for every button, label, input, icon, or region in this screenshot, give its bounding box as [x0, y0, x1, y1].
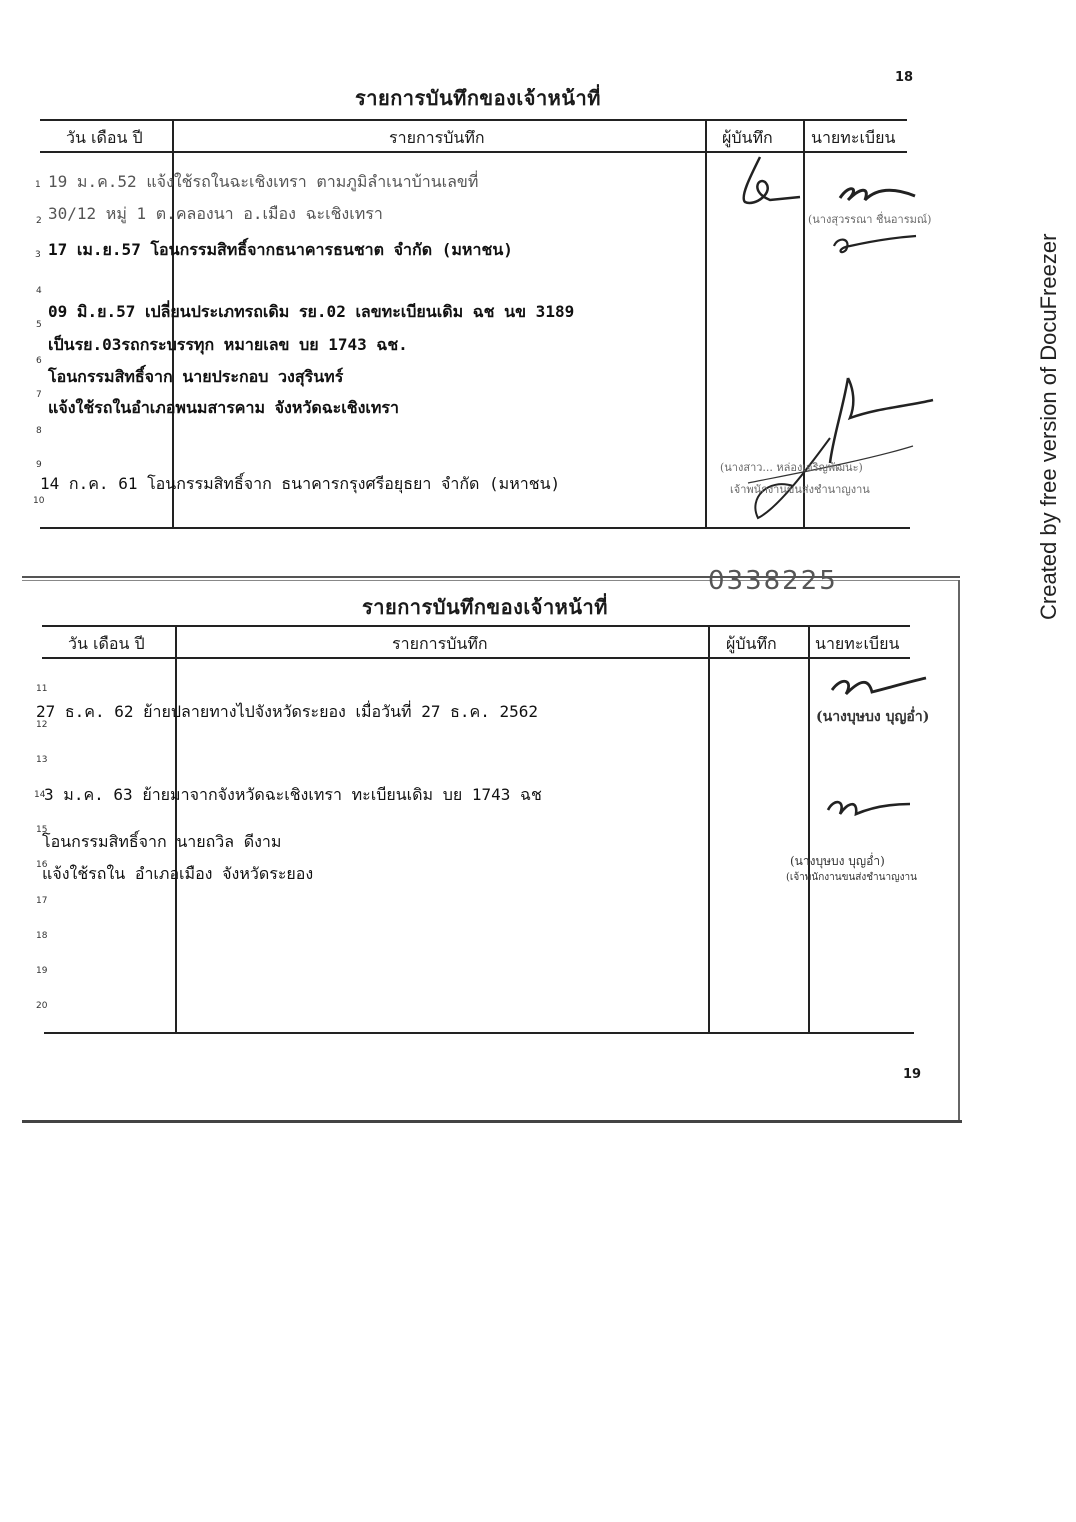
- record-entry: 27 ธ.ค. 62 ย้ายปลายทางไปจังหวัดระยอง เมื่อวันที่ 27 ธ.ค. 2562: [36, 702, 539, 721]
- row-number: 4: [36, 286, 42, 296]
- registrar-stamp: (นางบุษบง บุญอ่ำ): [816, 709, 930, 725]
- row-number: 16: [36, 860, 48, 870]
- record-entry: 09 มิ.ย.57 เปลี่ยนประเภทรถเดิม รย.02 เลขทะเบียนเดิม ฉช นข 3189: [48, 302, 575, 321]
- officer-stamp: (นางสาว... หล่องเจริญพัฒนะ): [720, 461, 863, 474]
- row-number: 17: [36, 896, 48, 906]
- row-number: 1: [35, 180, 41, 190]
- row-number: 5: [36, 320, 42, 330]
- record-entry: แจ้งใช้รถในอำเภอพนมสารคาม จังหวัดฉะเชิงเทรา: [48, 398, 399, 417]
- row-number: 12: [36, 720, 48, 730]
- page2-header-date: วัน เดือน ปี: [68, 634, 145, 653]
- page2-col-divider-2: [708, 625, 710, 1034]
- page2-header-recorder: ผู้บันทึก: [726, 634, 777, 653]
- row-number: 18: [36, 931, 48, 941]
- signature-icon: [828, 672, 928, 706]
- row-number: 3: [35, 250, 41, 260]
- page1-header-date: วัน เดือน ปี: [66, 128, 143, 147]
- signature-icon: [738, 368, 938, 528]
- page1-col-divider-2: [705, 119, 707, 529]
- registrar-stamp: (นางสุวรรณา ชื่นอารมณ์): [808, 213, 932, 226]
- signature-icon: [828, 232, 918, 262]
- officer-stamp: (นางบุษบง บุญอ่ำ): [790, 854, 885, 868]
- page-number-19: 19: [903, 1067, 922, 1082]
- signature-icon: [822, 794, 912, 826]
- officer-position-stamp: (เจ้าพนักงานขนส่งชำนาญงาน: [786, 872, 917, 883]
- record-entry: แจ้งใช้รถใน อำเภอเมือง จังหวัดระยอง: [42, 864, 314, 883]
- page2-header-registrar: นายทะเบียน: [815, 634, 900, 653]
- record-entry: เป็นรย.03รถกระบรรทุก หมายเลข บย 1743 ฉช.: [48, 335, 408, 354]
- row-number: 14: [34, 790, 46, 800]
- page2-top-rule: [42, 625, 910, 627]
- row-number: 10: [33, 496, 45, 506]
- row-number: 6: [36, 356, 42, 366]
- page1-top-rule: [40, 119, 907, 121]
- serial-number: 0338225: [708, 566, 838, 596]
- page-number-18: 18: [895, 70, 914, 85]
- record-entry: 19 ม.ค.52 แจ้งใช้รถในฉะเชิงเทรา ตามภูมิลำเนาบ้านเลขที่: [48, 172, 479, 191]
- page-right-edge: [958, 580, 960, 1120]
- watermark-text: Created by free version of DocuFreezer: [1036, 233, 1061, 620]
- page-bottom-edge: [22, 1120, 962, 1123]
- row-number: 11: [36, 684, 48, 694]
- page1-header-record: รายการบันทึก: [389, 128, 485, 147]
- page1-header-recorder: ผู้บันทึก: [722, 128, 773, 147]
- row-number: 15: [36, 825, 48, 835]
- row-number: 8: [36, 426, 42, 436]
- row-number: 7: [36, 390, 42, 400]
- signature-icon: [720, 152, 810, 222]
- record-entry: 17 เม.ย.57 โอนกรรมสิทธิ์จากธนาคารธนชาต จำกัด (มหาชน): [48, 240, 513, 259]
- page2-title: รายการบันทึกของเจ้าหน้าที่: [362, 595, 608, 619]
- record-entry: 30/12 หมู่ 1 ต.คลองนา อ.เมือง ฉะเชิงเทรา: [48, 204, 383, 223]
- row-number: 9: [36, 460, 42, 470]
- record-entry: โอนกรรมสิทธิ์จาก นายถวิล ดีงาม: [42, 832, 282, 851]
- page2-header-rule: [42, 657, 910, 659]
- page1-title: รายการบันทึกของเจ้าหน้าที่: [355, 86, 601, 110]
- officer-position-stamp: เจ้าพนักงานขนส่งชำนาญงาน: [730, 483, 870, 496]
- row-number: 13: [36, 755, 48, 765]
- page1-header-registrar: นายทะเบียน: [811, 128, 896, 147]
- row-number: 19: [36, 966, 48, 976]
- record-entry: 3 ม.ค. 63 ย้ายมาจากจังหวัดฉะเชิงเทรา ทะเบียนเดิม บย 1743 ฉช: [44, 785, 542, 804]
- page2-col-divider-3: [808, 625, 810, 1034]
- page2-header-record: รายการบันทึก: [392, 634, 488, 653]
- row-number: 2: [36, 216, 42, 226]
- row-number: 20: [36, 1001, 48, 1011]
- record-entry: 14 ก.ค. 61 โอนกรรมสิทธิ์จาก ธนาคารกรุงศรีอยุธยา จำกัด (มหาชน): [40, 474, 561, 493]
- record-entry: โอนกรรมสิทธิ์จาก นายประกอบ วงสุรินทร์: [48, 367, 344, 386]
